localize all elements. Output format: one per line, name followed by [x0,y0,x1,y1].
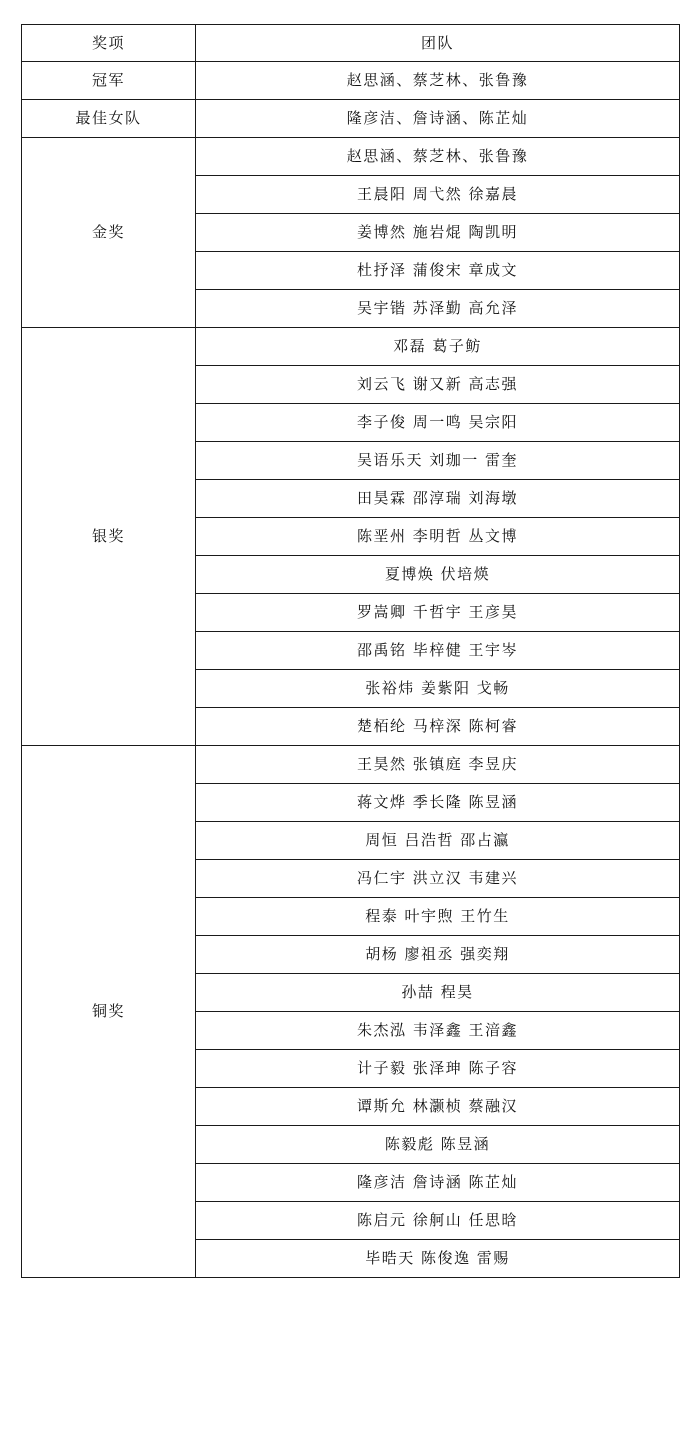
table-row [22,746,680,784]
team-members: 谭斯允 林灏桢 蔡融汉 [196,1088,680,1126]
team-members: 吴语乐天 刘珈一 雷奎 [196,442,680,480]
header-category: 奖项 [22,25,196,62]
award-category: 最佳女队 [22,100,196,138]
team-members: 隆彦洁、詹诗涵、陈芷灿 [196,100,680,138]
header-row [22,25,680,62]
team-members: 胡杨 廖祖丞 强奕翔 [196,936,680,974]
table-row [22,100,680,138]
awards-table [21,24,680,1278]
team-members: 罗嵩卿 千哲宇 王彦昊 [196,594,680,632]
team-members: 计子毅 张泽珅 陈子容 [196,1050,680,1088]
table-row [22,328,680,366]
award-category: 金奖 [22,138,196,328]
table-row [22,138,680,176]
team-members: 孙喆 程昊 [196,974,680,1012]
team-members: 张裕炜 姜紫阳 戈畅 [196,670,680,708]
table-row [22,62,680,100]
team-members: 陈垩州 李明哲 丛文博 [196,518,680,556]
team-members: 朱杰泓 韦泽鑫 王湆鑫 [196,1012,680,1050]
team-members: 冯仁宇 洪立汉 韦建兴 [196,860,680,898]
team-members: 蒋文烨 季长隆 陈昱涵 [196,784,680,822]
team-members: 邵禹铭 毕梓健 王宇岑 [196,632,680,670]
team-members: 邓磊 葛子鲂 [196,328,680,366]
awards-table-body [22,25,680,1278]
team-members: 姜博然 施岩焜 陶凯明 [196,214,680,252]
team-members: 隆彦洁 詹诗涵 陈芷灿 [196,1164,680,1202]
team-members: 吴宇锴 苏泽勤 高允泽 [196,290,680,328]
team-members: 杜抒泽 蒲俊宋 章成文 [196,252,680,290]
team-members: 楚栢纶 马梓深 陈柯睿 [196,708,680,746]
award-category: 冠军 [22,62,196,100]
team-members: 毕晧天 陈俊逸 雷赐 [196,1240,680,1278]
header-team: 团队 [196,25,680,62]
team-members: 陈毅彪 陈昱涵 [196,1126,680,1164]
team-members: 田昊霖 邵淳瑞 刘海墩 [196,480,680,518]
team-members: 陈启元 徐舸山 任思晗 [196,1202,680,1240]
team-members: 刘云飞 谢又新 高志强 [196,366,680,404]
team-members: 赵思涵、蔡芝林、张鲁豫 [196,62,680,100]
team-members: 赵思涵、蔡芝林、张鲁豫 [196,138,680,176]
award-category: 银奖 [22,328,196,746]
award-category: 铜奖 [22,746,196,1278]
team-members: 王晨阳 周弋然 徐嘉晨 [196,176,680,214]
team-members: 王昊然 张镇庭 李昱庆 [196,746,680,784]
team-members: 程泰 叶宇煦 王竹生 [196,898,680,936]
team-members: 夏博焕 伏培煐 [196,556,680,594]
team-members: 李子俊 周一鸣 吴宗阳 [196,404,680,442]
team-members: 周恒 吕浩哲 邵占瀛 [196,822,680,860]
